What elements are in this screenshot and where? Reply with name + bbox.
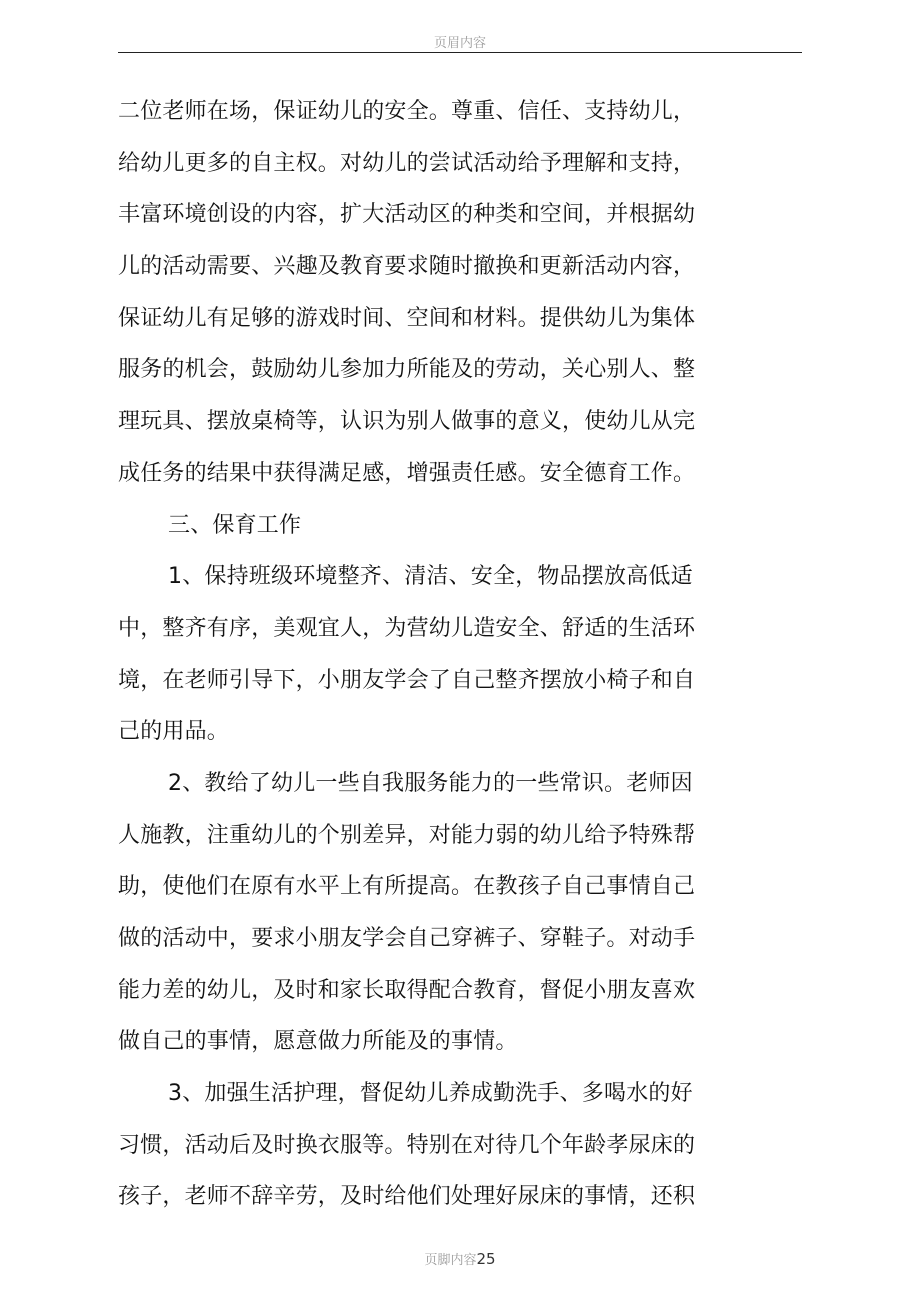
text-line: 成任务的结果中获得满足感，增强责任感。安全德育工作。: [118, 460, 696, 486]
text-line: 1、保持班级环境整齐、清洁、安全，物品摆放高低适: [168, 564, 693, 590]
text-line: 儿的活动需要、兴趣及教育要求随时撤换和更新活动内容，: [118, 254, 696, 280]
section-heading: 三、保育工作: [168, 512, 302, 538]
text-line: 服务的机会，鼓励幼儿参加力所能及的劳动，关心别人、整: [118, 357, 696, 383]
text-line: 3、加强生活护理，督促幼儿养成勤洗手、多喝水的好: [168, 1081, 693, 1107]
text-line: 做自己的事情，愿意做力所能及的事情。: [118, 1029, 518, 1055]
text-line: 孩子，老师不辞辛劳，及时给他们处理好尿床的事情，还积: [118, 1184, 696, 1210]
page-number: 25: [476, 1250, 496, 1268]
text-line: 中，整齐有序，美观宜人，为营幼儿造安全、舒适的生活环: [118, 615, 696, 641]
text-line: 境，在老师引导下，小朋友学会了自己整齐摆放小椅子和自: [118, 667, 696, 693]
document-body: [118, 86, 728, 1223]
text-line: 人施教，注重幼儿的个别差异，对能力弱的幼儿给予特殊帮: [118, 822, 696, 848]
text-line: 2、教给了幼儿一些自我服务能力的一些常识。老师因: [168, 770, 693, 796]
text-line: 理玩具、摆放桌椅等，认识为别人做事的意义，使幼儿从完: [118, 409, 696, 435]
text-line: 二位老师在场，保证幼儿的安全。尊重、信任、支持幼儿，: [118, 99, 696, 124]
text-line: 做的活动中，要求小朋友学会自己穿裤子、穿鞋子。对动手: [118, 926, 696, 951]
page-footer: [0, 1250, 920, 1270]
page-header: 页眉内容: [433, 36, 486, 51]
text-line: 能力差的幼儿，及时和家长取得配合教育，督促小朋友喜欢: [118, 977, 696, 1003]
footer-label: 页脚内容: [424, 1253, 477, 1268]
text-line: 助，使他们在原有水平上有所提高。在教孩子自己事情自己: [118, 874, 696, 900]
text-line: 己的用品。: [118, 719, 230, 745]
header-divider: [118, 52, 802, 53]
text-line: 丰富环境创设的内容，扩大活动区的种类和空间，并根据幼: [118, 202, 696, 228]
text-line: 给幼儿更多的自主权。对幼儿的尝试活动给予理解和支持，: [118, 150, 696, 176]
text-line: 习惯，活动后及时换衣服等。特别在对待几个年龄孝尿床的: [118, 1132, 696, 1158]
text-line: 保证幼儿有足够的游戏时间、空间和材料。提供幼儿为集体: [118, 305, 696, 331]
